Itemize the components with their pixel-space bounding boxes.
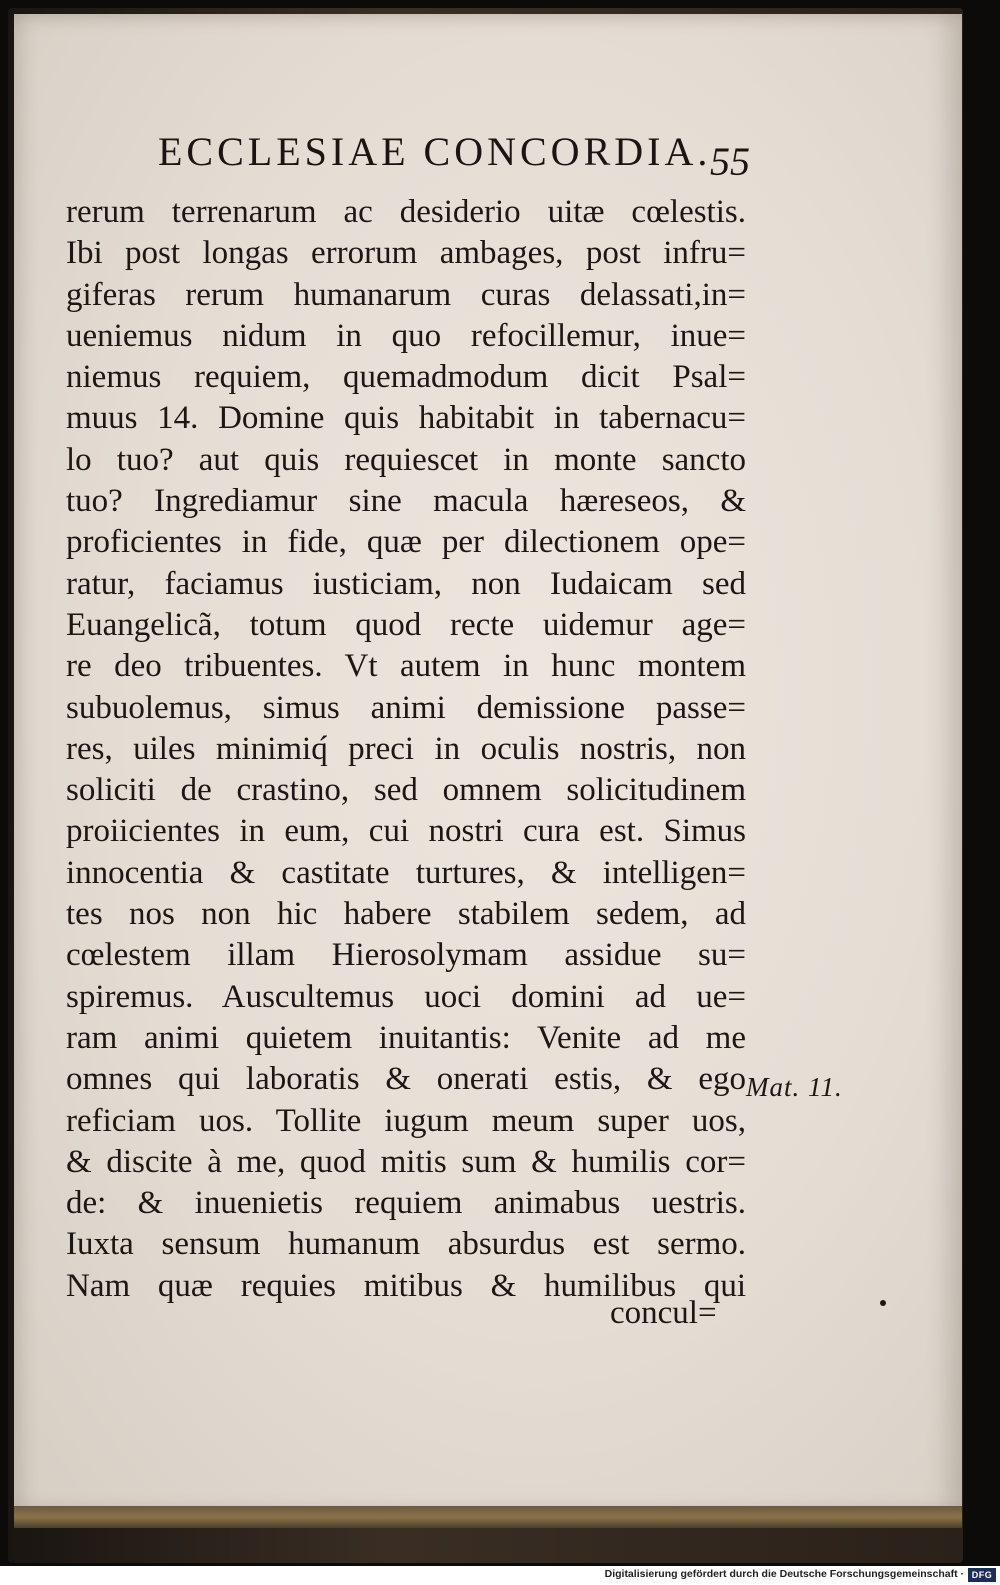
text-line: reficiam uos. Tollite iugum meum super uos,: [66, 1102, 746, 1139]
text-line: niemus requiem, quemadmodum dicit Psal=: [66, 359, 746, 396]
text-line: soliciti de crastino, sed omnem solicitudinem: [66, 772, 746, 809]
running-title: ECCLESIAE CONCORDIA.: [158, 129, 712, 174]
text-line: Iuxta sensum humanum absurdus est sermo.: [66, 1226, 746, 1263]
text-line: de: & inuenietis requiem animabus uestris.: [66, 1185, 746, 1222]
page-number: 55: [710, 139, 750, 184]
text-line: tes nos non hic habere stabilem sedem, ad: [66, 896, 746, 933]
text-line: proficientes in fide, quæ per dilectionem ope=: [66, 524, 746, 561]
text-line: Nam quæ requies mitibus & humilibus qui: [66, 1267, 746, 1304]
text-line: tuo? Ingrediamur sine macula hæreseos, &: [66, 483, 746, 520]
text-line: ram animi quietem inuitantis: Venite ad me: [66, 1019, 746, 1056]
text-line: omnes qui laboratis & onerati estis, & ego: [66, 1061, 746, 1098]
text-line: lo tuo? aut quis requiescet in monte sancto: [66, 441, 746, 478]
page-edge: [14, 1506, 962, 1528]
text-line: Euangelicã, totum quod recte uidemur age=: [66, 606, 746, 643]
catchword: concul=: [610, 1295, 717, 1331]
margin-mark: [880, 1300, 886, 1306]
text-line: ratur, faciamus iusticiam, non Iudaicam sed: [66, 565, 746, 602]
text-line: subuolemus, simus animi demissione passe=: [66, 689, 746, 726]
text-line: innocentia & castitate turtures, & intelligen=: [66, 854, 746, 891]
footer-credit: Digitalisierung gefördert durch die Deutsche Forschungsgemeinschaft ·: [604, 1568, 964, 1580]
text-line: giferas rerum humanarum curas delassati,in=: [66, 276, 746, 313]
dfg-logo: DFG: [968, 1568, 996, 1582]
text-line: proiicientes in eum, cui nostri cura est. Simus: [66, 813, 746, 850]
text-line: spiremus. Auscultemus uoci domini ad ue=: [66, 978, 746, 1015]
text-line: Ibi post longas errorum ambages, post infru=: [66, 235, 746, 272]
text-line: res, uiles minimiq́ preci in oculis nostris, non: [66, 730, 746, 767]
text-line: cœlestem illam Hierosolymam assidue su=: [66, 937, 746, 974]
text-line: ueniemus nidum in quo refocillemur, inue=: [66, 317, 746, 354]
margin-note: Mat. 11.: [746, 1072, 843, 1102]
text-line: & discite à me, quod mitis sum & humilis cor=: [66, 1143, 746, 1180]
text-line: re deo tribuentes. Vt autem in hunc montem: [66, 648, 746, 685]
text-line: rerum terrenarum ac desiderio uitæ cœlestis.: [66, 194, 746, 230]
body-text: [66, 192, 746, 1307]
text-line: muus 14. Domine quis habitabit in tabernacu=: [66, 400, 746, 437]
